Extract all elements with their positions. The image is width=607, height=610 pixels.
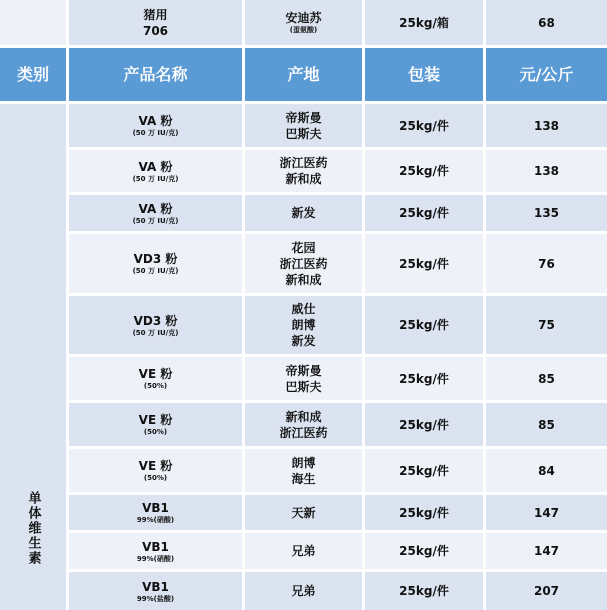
header-product: 产品名称: [69, 48, 242, 101]
origin-name: 威仕: [291, 302, 316, 316]
price-cell: [486, 104, 607, 147]
price-text: 85: [538, 371, 555, 386]
package-text: 25kg/件: [399, 206, 449, 220]
origin-cell: [245, 234, 362, 293]
product-spec: 99%(硝酸): [136, 516, 175, 524]
package-cell: [365, 357, 483, 400]
product-spec: (50 万 IU/克): [132, 328, 179, 337]
package-cell: [365, 234, 483, 293]
table-row: [0, 449, 607, 492]
origin-name: 兄弟: [291, 544, 316, 558]
price-text: 68: [538, 15, 555, 30]
package-cell: [365, 533, 483, 569]
package-cell: [365, 296, 483, 354]
header-origin: 产地: [245, 48, 362, 101]
price-text: 138: [533, 164, 560, 178]
product-name: VA 粉: [138, 159, 173, 174]
origin-cell: [245, 150, 362, 192]
product-spec: (50%): [143, 428, 168, 436]
origin-note: (蛋氨酸): [289, 26, 318, 34]
product-name: VD3 粉: [133, 313, 178, 328]
origin-cell: [245, 449, 362, 492]
product-spec: (50%): [143, 474, 168, 482]
package-text: 25kg/件: [399, 371, 449, 386]
price-cell: [486, 572, 607, 610]
header-category: 类别: [0, 48, 66, 101]
product-name: VA 粉: [138, 201, 173, 216]
product-name: VE 粉: [138, 459, 173, 473]
product-spec: (50 万 IU/克): [132, 216, 179, 225]
product-spec: 99%(盐酸): [136, 594, 175, 603]
product-cell: [69, 533, 242, 569]
origin-name: 新和成: [285, 272, 322, 287]
package-text: 25kg/件: [399, 505, 449, 520]
origin-name: 朗博: [291, 318, 316, 332]
product-cell: [69, 357, 242, 400]
product-name: VE 粉: [138, 367, 173, 381]
origin-cell: [245, 104, 362, 147]
product-spec: 706: [142, 23, 169, 38]
package-text: 25kg/件: [399, 463, 449, 478]
price-cell: [486, 296, 607, 354]
product-cell: [69, 104, 242, 147]
package-text: 25kg/件: [399, 584, 449, 598]
package-text: 25kg/件: [399, 318, 449, 332]
table-row: [0, 150, 607, 192]
price-text: 147: [533, 544, 560, 558]
table-row: [0, 495, 607, 530]
price-text: 85: [538, 417, 555, 432]
header-price: 元/公斤: [486, 48, 607, 101]
table-row: [0, 234, 607, 293]
product-spec: (50%): [143, 382, 168, 390]
product-name: VD3 粉: [133, 252, 178, 266]
product-cell: [69, 495, 242, 530]
price-cell: [486, 195, 607, 231]
product-cell: [69, 150, 242, 192]
table-row: [0, 403, 607, 446]
price-text: 84: [538, 463, 555, 478]
origin-cell: [245, 572, 362, 610]
origin-cell: [245, 495, 362, 530]
origin-name: 浙江医药: [279, 425, 328, 440]
origin-name: 新发: [291, 334, 316, 348]
origin-name: 浙江医药: [279, 256, 328, 271]
origin-name: 花园: [291, 240, 316, 255]
origin-cell: [245, 0, 362, 45]
origin-name: 朗博: [291, 455, 316, 470]
product-cell: [69, 195, 242, 231]
table-header: [0, 48, 607, 101]
price-cell: [486, 533, 607, 569]
price-text: 135: [533, 206, 560, 220]
package-cell: [365, 572, 483, 610]
price-text: 138: [533, 118, 560, 133]
product-name: VB1: [142, 501, 169, 515]
origin-cell: [245, 357, 362, 400]
price-text: 75: [538, 318, 555, 332]
package-cell: [365, 104, 483, 147]
package-text: 25kg/件: [399, 256, 449, 271]
origin-name: 新和成: [285, 172, 322, 186]
price-cell: [486, 357, 607, 400]
product-spec: (50 万 IU/克): [132, 129, 179, 137]
header-package: 包装: [365, 48, 483, 101]
package-text: 25kg/件: [399, 544, 449, 558]
package-cell: [365, 195, 483, 231]
product-spec: (50 万 IU/克): [132, 267, 179, 275]
origin-name: 巴斯夫: [285, 126, 322, 141]
product-cell: [69, 403, 242, 446]
table-row: [0, 195, 607, 231]
price-cell: [486, 150, 607, 192]
origin-name: 帝斯曼: [285, 110, 322, 125]
origin-cell: [245, 296, 362, 354]
package-text: 25kg/件: [399, 164, 449, 178]
origin-name: 天新: [291, 505, 316, 520]
product-cell: [69, 449, 242, 492]
product-name: VB1: [142, 579, 169, 594]
product-name: VB1: [142, 539, 169, 554]
origin-name: 浙江医药: [279, 156, 328, 170]
product-spec: 99%(硝酸): [136, 554, 175, 563]
price-text: 207: [533, 584, 560, 598]
package-cell: [365, 449, 483, 492]
origin-name: 帝斯曼: [285, 363, 322, 378]
product-cell: [69, 572, 242, 610]
package-cell: [365, 495, 483, 530]
price-text: 76: [538, 256, 555, 271]
package-text: 25kg/件: [399, 417, 449, 432]
price-cell: [486, 234, 607, 293]
price-cell: [486, 495, 607, 530]
product-name: 猪用: [143, 7, 168, 22]
package-text: 25kg/件: [399, 118, 449, 133]
origin-cell: [245, 195, 362, 231]
price-cell: [486, 0, 607, 45]
origin-name: 巴斯夫: [285, 379, 322, 394]
price-cell: [486, 403, 607, 446]
table-row: [0, 357, 607, 400]
product-cell: [69, 296, 242, 354]
origin-name: 海生: [291, 471, 316, 486]
table-row-top: [0, 0, 607, 45]
origin-name: 新发: [291, 206, 316, 220]
price-text: 147: [533, 505, 560, 520]
origin-cell: [245, 403, 362, 446]
origin-cell: [245, 533, 362, 569]
product-spec: (50 万 IU/克): [132, 174, 179, 183]
product-name: VA 粉: [138, 114, 173, 128]
origin-name: 兄弟: [291, 584, 316, 598]
price-cell: [486, 449, 607, 492]
product-cell: [69, 234, 242, 293]
category-cell: [0, 0, 66, 45]
category-label: 单体维生素: [25, 491, 41, 566]
table-row: [0, 533, 607, 569]
product-name: VE 粉: [138, 413, 173, 427]
product-cell: [69, 0, 242, 45]
table-row: [0, 296, 607, 354]
package-cell: [365, 403, 483, 446]
origin-name: 安迪苏: [285, 11, 322, 25]
package-cell: [365, 0, 483, 45]
origin-name: 新和成: [285, 409, 322, 424]
table-row: [0, 104, 607, 147]
package-cell: [365, 150, 483, 192]
package-text: 25kg/箱: [399, 15, 449, 30]
table-row: [0, 572, 607, 610]
